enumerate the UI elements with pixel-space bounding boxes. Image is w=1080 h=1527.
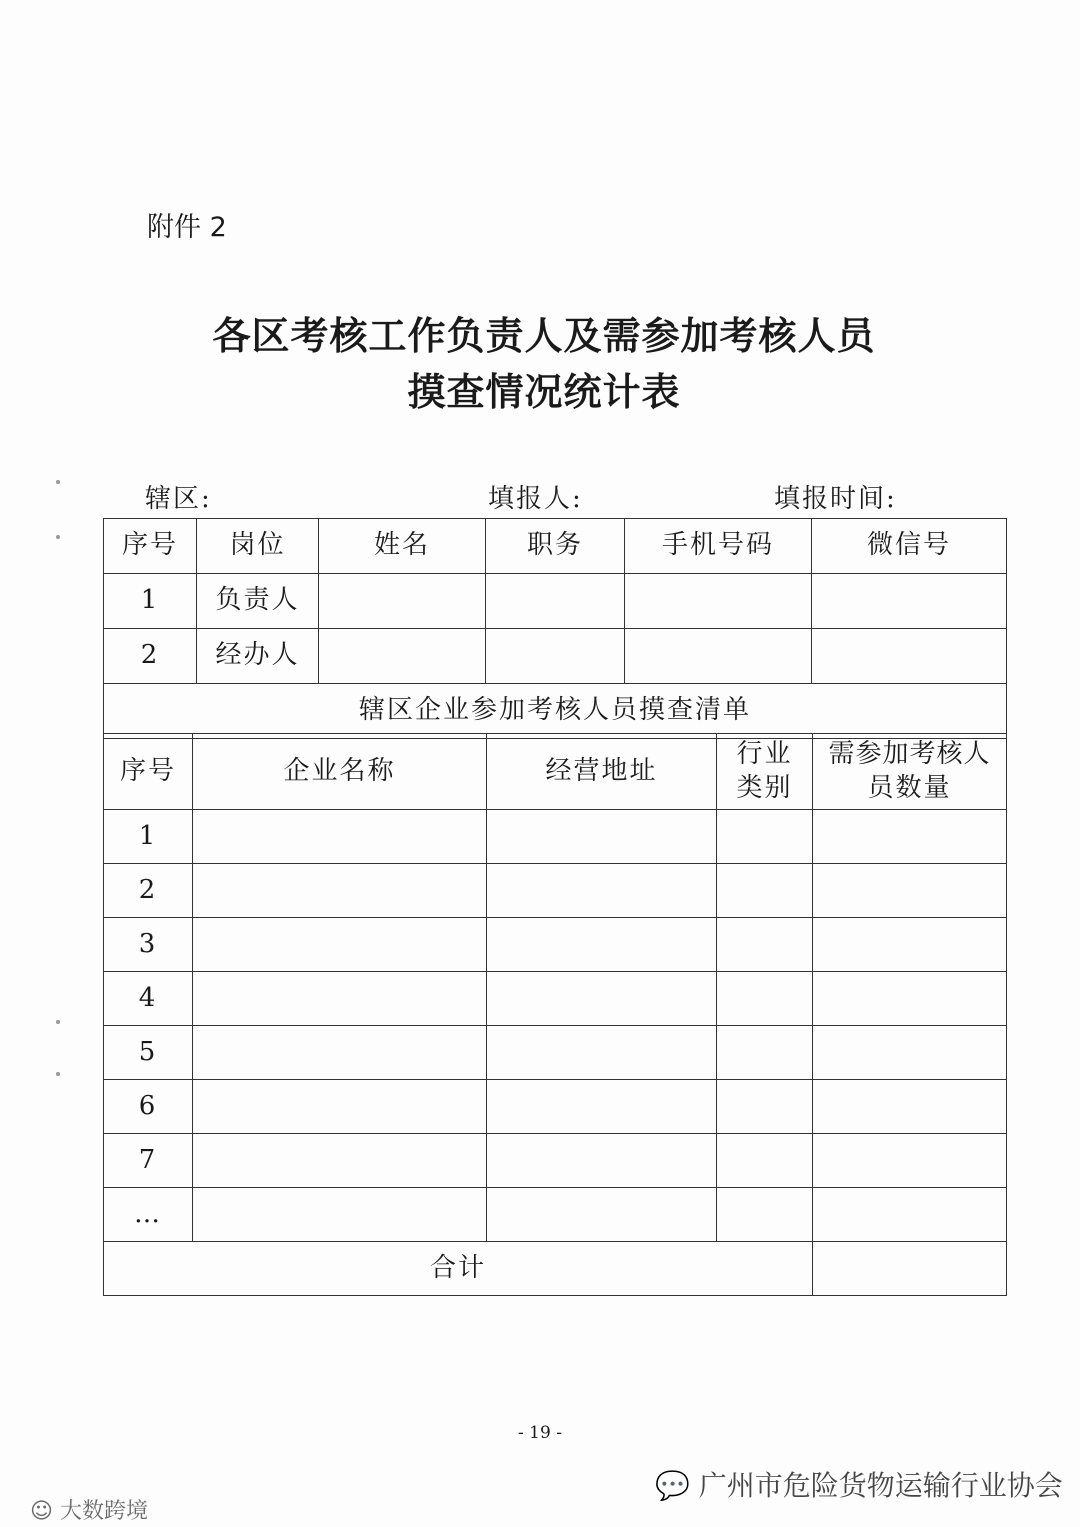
row-number: 4 — [104, 972, 193, 1026]
contacts-table — [103, 518, 1007, 739]
scan-mark — [56, 480, 60, 484]
report-time-label: 填报时间: — [774, 484, 897, 514]
contacts-header-row — [104, 519, 1007, 574]
district-label: 辖区: — [145, 484, 212, 514]
corner-watermark-text: 大数跨境 — [59, 1499, 148, 1524]
companies-header-row — [104, 734, 1007, 810]
watermark-text: 广州市危险货物运输行业协会 — [698, 1469, 1063, 1502]
company-cell[interactable] — [193, 810, 487, 864]
count-cell[interactable] — [813, 1026, 1007, 1080]
count-cell[interactable] — [813, 810, 1007, 864]
scan-mark — [56, 1072, 60, 1076]
company-cell[interactable] — [193, 918, 487, 972]
address-cell[interactable] — [487, 864, 717, 918]
scan-mark — [56, 535, 60, 539]
address-cell[interactable] — [487, 918, 717, 972]
table-row — [104, 1134, 1007, 1188]
row-number: 5 — [104, 1026, 193, 1080]
table-row — [104, 918, 1007, 972]
count-cell[interactable] — [813, 1188, 1007, 1242]
document-title-line2: 摸查情况统计表 — [407, 370, 681, 414]
header-cell: 企业名称 — [193, 734, 487, 810]
count-header-line2: 员数量 — [867, 772, 952, 803]
total-value-cell[interactable] — [813, 1242, 1007, 1296]
page-number: - 19 - — [518, 1423, 562, 1443]
company-cell[interactable] — [193, 864, 487, 918]
role-cell: 负责人 — [197, 574, 319, 629]
total-label: 合计 — [104, 1242, 813, 1296]
table-row — [104, 1026, 1007, 1080]
wechat-watermark — [655, 1464, 1063, 1504]
company-cell[interactable] — [193, 1188, 487, 1242]
row-number: 6 — [104, 1080, 193, 1134]
header-cell — [813, 734, 1007, 810]
row-number: 3 — [104, 918, 193, 972]
wechat-cell[interactable] — [812, 629, 1007, 684]
count-cell[interactable] — [813, 1080, 1007, 1134]
count-header-line1: 需参加考核人 — [828, 738, 991, 769]
industry-header-line1: 行业 — [736, 738, 793, 769]
corner-watermark — [30, 1494, 148, 1525]
header-cell — [717, 734, 813, 810]
position-cell[interactable] — [486, 574, 625, 629]
attachment-label: 附件 2 — [147, 212, 227, 243]
industry-cell[interactable] — [717, 1080, 813, 1134]
count-cell[interactable] — [813, 1134, 1007, 1188]
header-cell: 微信号 — [812, 519, 1007, 574]
phone-cell[interactable] — [625, 629, 812, 684]
document-title-line1: 各区考核工作负责人及需参加考核人员 — [212, 314, 876, 358]
header-cell: 手机号码 — [625, 519, 812, 574]
industry-cell[interactable] — [717, 918, 813, 972]
industry-cell[interactable] — [717, 810, 813, 864]
table-row — [104, 1188, 1007, 1242]
section-title-row — [104, 684, 1007, 739]
phone-cell[interactable] — [625, 574, 812, 629]
header-cell: 姓名 — [319, 519, 486, 574]
company-cell[interactable] — [193, 1080, 487, 1134]
row-number: … — [104, 1188, 193, 1242]
address-cell[interactable] — [487, 1134, 717, 1188]
row-number: 1 — [104, 810, 193, 864]
header-cell: 岗位 — [197, 519, 319, 574]
wechat-cell[interactable] — [812, 574, 1007, 629]
name-cell[interactable] — [319, 574, 486, 629]
header-cell: 序号 — [104, 734, 193, 810]
count-cell[interactable] — [813, 864, 1007, 918]
position-cell[interactable] — [486, 629, 625, 684]
table-row — [104, 810, 1007, 864]
industry-cell[interactable] — [717, 864, 813, 918]
table-row — [104, 629, 1007, 684]
industry-cell[interactable] — [717, 1026, 813, 1080]
total-row — [104, 1242, 1007, 1296]
address-cell[interactable] — [487, 1026, 717, 1080]
wechat-icon: 💬 — [655, 1469, 699, 1502]
industry-cell[interactable] — [717, 1188, 813, 1242]
section-title: 辖区企业参加考核人员摸查清单 — [104, 684, 1007, 739]
address-cell[interactable] — [487, 972, 717, 1026]
table-row — [104, 864, 1007, 918]
table-row — [104, 574, 1007, 629]
scan-mark — [56, 1020, 60, 1024]
count-cell[interactable] — [813, 918, 1007, 972]
address-cell[interactable] — [487, 810, 717, 864]
table-row — [104, 1080, 1007, 1134]
reporter-label: 填报人: — [488, 484, 583, 514]
companies-table — [103, 733, 1007, 1296]
count-cell[interactable] — [813, 972, 1007, 1026]
logo-icon: ☺ — [30, 1499, 60, 1524]
header-cell: 职务 — [486, 519, 625, 574]
industry-header-line2: 类别 — [736, 772, 793, 803]
industry-cell[interactable] — [717, 972, 813, 1026]
table-row — [104, 972, 1007, 1026]
company-cell[interactable] — [193, 1134, 487, 1188]
row-number: 7 — [104, 1134, 193, 1188]
header-cell: 经营地址 — [487, 734, 717, 810]
row-number: 2 — [104, 864, 193, 918]
industry-cell[interactable] — [717, 1134, 813, 1188]
row-number: 2 — [104, 629, 197, 684]
company-cell[interactable] — [193, 972, 487, 1026]
name-cell[interactable] — [319, 629, 486, 684]
company-cell[interactable] — [193, 1026, 487, 1080]
header-cell: 序号 — [104, 519, 197, 574]
row-number: 1 — [104, 574, 197, 629]
address-cell[interactable] — [487, 1080, 717, 1134]
address-cell[interactable] — [487, 1188, 717, 1242]
role-cell: 经办人 — [197, 629, 319, 684]
